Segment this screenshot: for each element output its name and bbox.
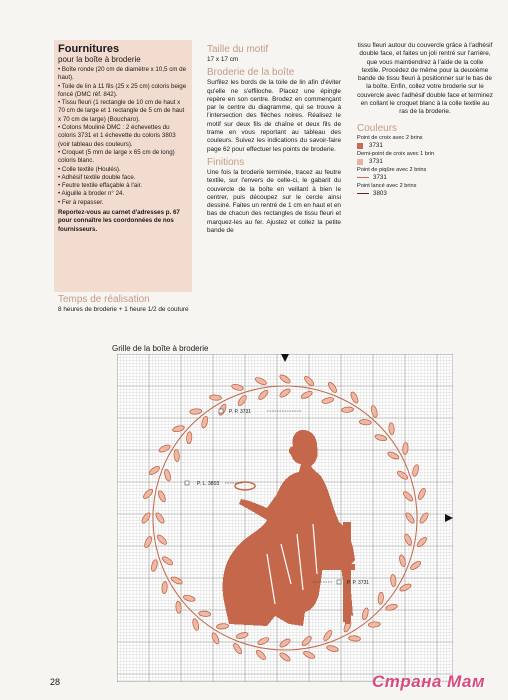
time-text: 8 heures de broderie + 1 heure 1/2 de couture	[58, 306, 189, 313]
supplies-item: • Toile de lin à 11 fils (25 x 25 cm) coloris beige foncé (DMC réf. 842).	[58, 83, 188, 100]
supplies-item: • Cotons Mouliné DMC : 2 échevettes du coloris 3731 et 1 échevette du coloris 3803 (voir tableau des couleurs).	[58, 124, 188, 149]
watermark-logo: Страна Мам	[372, 672, 486, 691]
color-swatch	[357, 143, 363, 149]
color-legend	[357, 123, 493, 198]
supplies-box	[54, 40, 192, 292]
supplies-item: • Croquet (5 mm de large x 65 cm de long) coloris blanc.	[58, 149, 188, 166]
finishing-text: Une fois la broderie terminée, tracez au feutre textile, sur l'envers de celle-ci, le gabarit du couvercle de la boîte en veillant à bien le centrer, puis découpez sur le cercle ainsi dessiné. Faites un rentré de 1 cm en haut et en bas de chacun des rectangles de tissu fleuri et marquez-les au fer. Ajustez et collez la petite bande de	[207, 168, 341, 235]
legend-code-row	[357, 190, 493, 198]
embroidery-title: Broderie de la boîte	[207, 67, 295, 79]
color-code: 3803	[373, 189, 387, 197]
stitch-marker-label: P. P. 3731	[347, 580, 370, 586]
supplies-note: Reportez-vous au carnet d'adresses p. 67 pour connaître les coordonnées de nos fournisseurs.	[58, 209, 180, 233]
cross-stitch-chart	[117, 354, 453, 682]
supplies-item: • Boîte ronde (20 cm de diamètre x 10,5 cm de haut).	[58, 66, 188, 83]
instructions-column	[207, 44, 341, 235]
supplies-subtitle: pour la boîte à broderie	[58, 55, 141, 64]
stitch-marker-label: P. P. 3731	[229, 409, 252, 415]
legend-label: Point de croix avec 2 brins	[357, 134, 423, 141]
legend-label: Point de piqûre avec 2 brins	[357, 166, 427, 173]
finishing-continued-text: tissu fleuri autour du couvercle grâce à l'adhésif double face, et faites un joli rentré sur l'arrière, que vous maintiendrez à l'aide de la colle textile. Procédez de même pour la deuxième bande de tissu fleuri à positionner sur le bas de la boîte. Enfin, collez votre broderie sur le couvercle avec l'adhésif double face et terminez en collant le croquet blanc à la colle textile au ras de la broderie.	[357, 42, 493, 116]
size-title: Taille du motif	[207, 44, 269, 55]
supplies-title: Fournitures	[58, 43, 120, 55]
time-section	[58, 294, 192, 314]
continued-column	[357, 42, 493, 199]
color-code: 3731	[373, 173, 387, 181]
colors-title: Couleurs	[357, 122, 398, 134]
grid-title: Grille de la boîte à broderie	[112, 344, 209, 353]
legend-label: Point lancé avec 2 brins	[357, 182, 417, 189]
marker-box	[337, 580, 341, 584]
page-number: 28	[50, 677, 61, 687]
legend-code-row	[357, 174, 493, 182]
chart-svg	[117, 354, 453, 682]
stitch-line-sample	[357, 193, 369, 194]
supplies-item: • Feutre textile effaçable à l'air.	[58, 182, 188, 190]
size-text: 17 x 17 cm	[207, 56, 239, 63]
marker-box	[219, 409, 223, 413]
supplies-item: • Colle textile (Houlés).	[58, 166, 188, 174]
color-code: 3731	[369, 157, 383, 165]
chair-leg	[345, 570, 350, 624]
supplies-item: • Adhésif textile double face.	[58, 174, 188, 182]
legend-rows	[357, 135, 493, 198]
stitch-line-sample	[357, 177, 369, 178]
supplies-list	[58, 66, 188, 207]
supplies-item: • Fer à repasser.	[58, 199, 188, 207]
embroidery-text: Surfilez les bords de la toile de lin afin d'éviter qu'elle ne s'effiloche. Placez une épingle repère en son centre. Brodez en commençant par le centre du diagramme, qui se trouve à l'intersection des flèches noires. Réalisez le motif sur deux fils de chaîne et deux fils de trame en vous reportant au tableau des couleurs. Suivez les indications du savoir-faire page 62 pour effectuer les points de broderie.	[207, 79, 341, 153]
finishing-title: Finitions	[207, 156, 245, 168]
legend-code-row	[357, 158, 493, 166]
legend-code-row	[357, 142, 493, 150]
chair-seat	[313, 564, 355, 570]
color-code: 3731	[369, 141, 383, 149]
time-title: Temps de réalisation	[58, 294, 150, 305]
stitch-marker-label: P. L. 3803	[197, 481, 220, 487]
color-swatch	[357, 159, 363, 165]
supplies-item: • Aiguille à broder n° 24.	[58, 190, 188, 198]
supplies-item: • Tissu fleuri (1 rectangle de 10 cm de haut x 70 cm de large et 1 rectangle de 5 cm de haut x 70 cm de large) (Boucharo).	[58, 99, 188, 124]
legend-label: Demi-point de croix avec 1 brin	[357, 150, 435, 157]
marker-box	[185, 481, 189, 485]
